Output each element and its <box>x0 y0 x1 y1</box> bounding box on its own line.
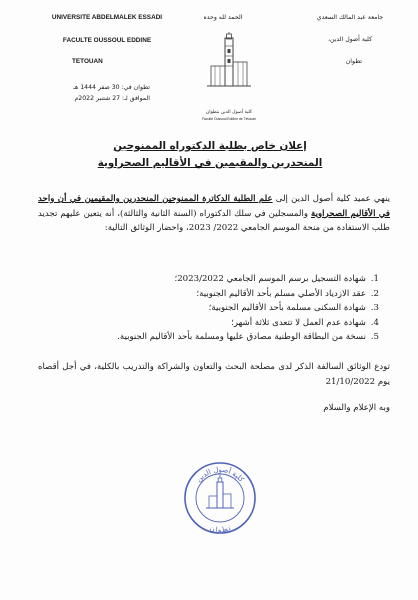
body-emphasis: علم الطلبة الدكاترة الممنوحين المنحدرين والمقيمين في أن واحد في الأقاليم الصحراوية <box>38 194 390 219</box>
faculty-logo <box>205 32 253 110</box>
documents-list <box>38 272 390 345</box>
body-rest: والمسجلين في سلك الدكتوراه (السنة الثانية والثالثة)، أنه يتعين عليهم تجديد طلب الاستفادة من منحة الموسم الجامعي 2022/ 2023، واحضار الوثائق التالية: <box>38 208 390 233</box>
university-name-fr: UNIVERSITE ABDELMALEK ESSADI <box>51 14 163 21</box>
logo-caption-fr: Faculté Oussoul Eddine de Tétouan <box>201 117 257 121</box>
documents-list-block <box>38 272 390 345</box>
deposit-instructions: تودع الوثائق السالفة الذكر لدى مصلحة البحث والتعاون والشراكة والتدريب بالكلية، في أجل أقصاه يوم 21/10/2022 <box>38 362 390 387</box>
date-gregorian: الموافق لـ: 27 شتنبر 2022م <box>74 95 150 102</box>
city-ar: تطوان <box>345 58 362 65</box>
header-right <box>300 14 400 65</box>
title-line-1: إعلان خاص بطلبة الدكتوراه الممنوحين <box>113 140 307 152</box>
document-item: 2. عقد الازدياد الأصلي مسلم بأحد الأقاليم الجنوبية؛ <box>38 287 368 302</box>
logo-caption-ar: كلية أصول الدين بتطوان <box>205 110 253 115</box>
stamp-seal-icon <box>182 460 258 536</box>
document-item: 4. شهادة عدم العمل لا تتعدى ثلاثة أشهر؛ <box>38 316 368 331</box>
city-fr: TETOUAN <box>72 58 103 65</box>
document-item: 5. نسخة من البطاقة الوطنية مصادق عليها ومسلمة بأحد الأقاليم الجنوبية. <box>38 330 368 345</box>
header-left <box>32 14 182 65</box>
faculty-name-ar: كلية أصول الدين، <box>327 36 373 43</box>
date-hijri: تطوان في: 30 صفر 1444 هـ <box>73 84 150 91</box>
date-block <box>30 82 150 104</box>
body-intro: ينهي عميد كلية أصول الدين إلى <box>272 194 390 204</box>
closing-line: وبه الإعلام والسلام <box>323 403 390 413</box>
title-line-2: المنحدرين والمقيمين في الأقاليم الصحراوية <box>97 157 323 169</box>
stamp-text-bottom: تطوان <box>208 524 232 535</box>
announcement-title <box>60 138 360 172</box>
university-name-ar: جامعة عبد المالك السعدي <box>316 14 384 21</box>
header-invocation: الحمد لله وحده <box>203 14 243 21</box>
stamp-text-top: كلية أصول الدين <box>194 465 246 484</box>
minaret-logo-icon <box>205 32 253 110</box>
faculty-stamp <box>182 460 258 536</box>
document-item: 1. شهادة التسجيل برسم الموسم الجامعي 2023/2022؛ <box>38 272 368 287</box>
document-item: 3. شهادة السكنى مسلمة بأحد الأقاليم الجنوبية؛ <box>38 301 368 316</box>
announcement-body <box>38 192 390 236</box>
faculty-name-fr: FACULTE OUSSOUL EDDINE <box>62 37 152 44</box>
